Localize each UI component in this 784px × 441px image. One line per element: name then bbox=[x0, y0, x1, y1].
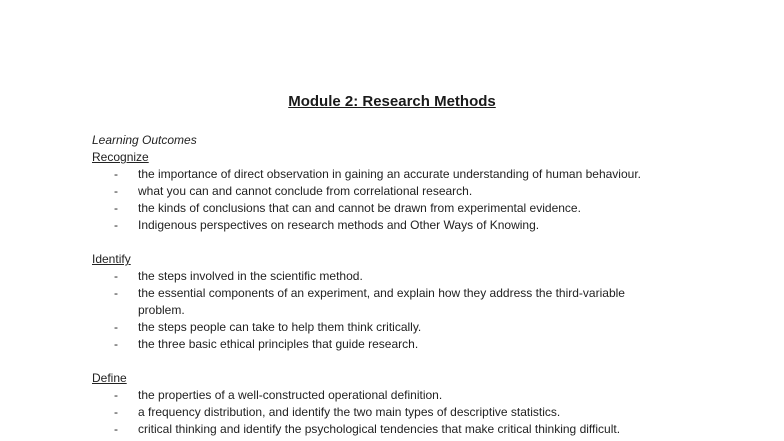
bullet-dash: - bbox=[114, 269, 118, 283]
learning-outcomes-label: Learning Outcomes bbox=[92, 133, 197, 147]
list-item bbox=[0, 285, 784, 319]
list-item-text: what you can and cannot conclude from correlational research. bbox=[138, 184, 473, 198]
bullet-dash: - bbox=[114, 218, 118, 232]
page-title: Module 2: Research Methods bbox=[288, 93, 496, 110]
list-item-text: the essential components of an experiment, and explain how they address the third-variable problem. bbox=[138, 286, 625, 317]
list-item-text: the steps people can take to help them think critically. bbox=[138, 320, 422, 334]
list-item-text: the properties of a well-constructed operational definition. bbox=[138, 388, 443, 402]
list-item bbox=[0, 421, 784, 438]
list-item bbox=[0, 387, 784, 404]
identify-list bbox=[0, 268, 784, 353]
bullet-dash: - bbox=[114, 405, 118, 419]
bullet-dash: - bbox=[114, 422, 118, 436]
list-item bbox=[0, 319, 784, 336]
list-item-text: the importance of direct observation in gaining an accurate understanding of human behaviour. bbox=[138, 167, 641, 181]
list-item bbox=[0, 268, 784, 285]
list-item bbox=[0, 404, 784, 421]
list-item-text: critical thinking and identify the psychological tendencies that make critical thinking difficult. bbox=[138, 422, 621, 436]
recognize-list bbox=[0, 166, 784, 234]
bullet-dash: - bbox=[114, 167, 118, 181]
list-item bbox=[0, 166, 784, 183]
list-item-text: a frequency distribution, and identify the two main types of descriptive statistics. bbox=[138, 405, 561, 419]
list-item bbox=[0, 336, 784, 353]
list-item-text: the three basic ethical principles that guide research. bbox=[138, 337, 419, 351]
bullet-dash: - bbox=[114, 320, 118, 334]
list-item bbox=[0, 217, 784, 234]
section-heading-recognize: Recognize bbox=[92, 150, 149, 164]
bullet-dash: - bbox=[114, 201, 118, 215]
list-item-text: the steps involved in the scientific method. bbox=[138, 269, 363, 283]
section-heading-define: Define bbox=[92, 371, 127, 385]
section-heading-identify: Identify bbox=[92, 252, 131, 266]
list-item bbox=[0, 183, 784, 200]
list-item-text: the kinds of conclusions that can and cannot be drawn from experimental evidence. bbox=[138, 201, 581, 215]
bullet-dash: - bbox=[114, 337, 118, 351]
list-item-text: Indigenous perspectives on research methods and Other Ways of Knowing. bbox=[138, 218, 540, 232]
bullet-dash: - bbox=[114, 286, 118, 300]
bullet-dash: - bbox=[114, 388, 118, 402]
define-list bbox=[0, 387, 784, 438]
list-item bbox=[0, 200, 784, 217]
bullet-dash: - bbox=[114, 184, 118, 198]
